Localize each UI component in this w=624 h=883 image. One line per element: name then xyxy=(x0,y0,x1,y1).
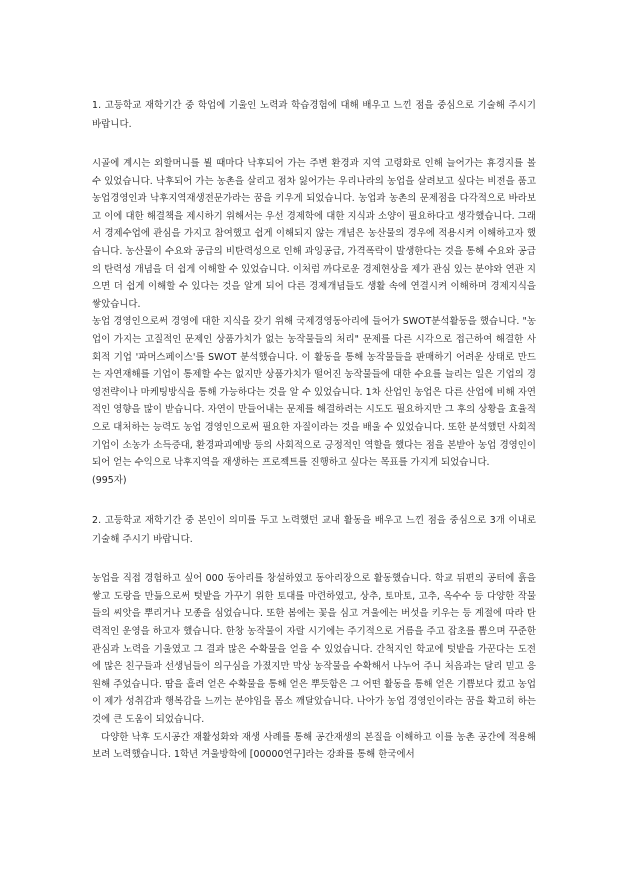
question-2-prompt: 2. 고등학교 재학기간 중 본인이 의미를 두고 노력했던 교내 활동을 배우고 느낀 점을 중심으로 3개 이내로 기술해 주시기 바랍니다. xyxy=(92,515,536,546)
question-1-prompt: 1. 고등학교 재학기간 중 학업에 기울인 노력과 학습경험에 대해 배우고 느낀 점을 중심으로 기술해 주시기 바랍니다. xyxy=(92,100,536,130)
answer-2 xyxy=(92,570,536,764)
answer-1-paragraph-1: 시골에 계시는 외할머니를 뵐 때마다 낙후되어 가는 주변 환경과 지역 고령화로 인해 늘어가는 휴경지를 볼 수 있었습니다. 낙후되어 가는 농촌을 살리고 점차 잃어가는 우리나라의 농업을 살려보고 싶다는 비전을 품고 농업경영인과 낙후지역재생전문가라는 꿈을 키우게 되었습니다. 농업과 농촌의 문제점을 다각적으로 바라보고 이에 대한 해결책을 제시하기 위해서는 우선 경제학에 대한 지식과 소양이 필요하다고 생각했습니다. 그래서 경제수업에 관심을 가지고 참여했고 쉽게 이해되지 않는 개념은 농산물의 경우에 적용시켜 이해하고자 했습니다. 농산물이 수요와 공급의 비탄력성으로 인해 과잉공급, 가격폭락이 발생한다는 것을 통해 수요와 공급의 탄력성 개념을 더 쉽게 이해할 수 있었습니다. 이처럼 까다로운 경제현상을 제가 관심 있는 분야와 연관 지으면 더 쉽게 이해할 수 있다는 것을 알게 되어 다른 경제개념들도 생활 속에 연결시켜 이해하며 경제지식을 쌓았습니다. xyxy=(92,158,536,310)
answer-1-char-count: (995자) xyxy=(92,474,127,486)
document-page xyxy=(92,96,536,764)
answer-1 xyxy=(92,155,536,489)
answer-2-paragraph-1: 농업을 직접 경험하고 싶어 000 동아리를 창설하였고 동아리장으로 활동했습니다. 학교 뒤편의 공터에 흙을 쌓고 도랑을 만듦으로써 텃밭을 가꾸기 위한 토대를 마련하였고, 상추, 토마토, 고추, 옥수수 등 다양한 작물들의 씨앗을 뿌리거나 모종을 심었습니다. 또한 봄에는 꽃을 심고 겨울에는 버섯을 키우는 등 계절에 따라 탄력적인 운영을 하고자 했습니다. 한창 농작물이 자랄 시기에는 주기적으로 거름을 주고 잡초를 뽑으며 꾸준한 관심과 노력을 기울였고 그 결과 많은 수확물을 얻을 수 있었습니다. 간척지인 학교에 텃밭을 가꾼다는 도전에 많은 친구들과 선생님들이 의구심을 가졌지만 막상 농작물을 수확해서 나누어 주니 처음과는 달리 믿고 응원해 주었습니다. 땀을 흘려 얻은 수확물을 통해 얻은 뿌듯함은 그 어떤 활동을 통해 얻은 기쁨보다 컸고 농업이 제가 성취감과 행복감을 느끼는 분야임을 몸소 깨달았습니다. 나아가 농업 경영인이라는 꿈을 확고히 하는 것에 큰 도움이 되었습니다. xyxy=(92,573,536,726)
answer-2-paragraph-2: 다양한 낙후 도시공간 재활성화와 재생 사례를 통해 공간재생의 본질을 이해하고 이를 농촌 공간에 적용해보려 노력했습니다. 1학년 겨울방학에 [00000연구]라는 강좌를 통해 한국에서 xyxy=(92,731,536,761)
answer-1-paragraph-2: 농업 경영인으로써 경영에 대한 지식을 갖기 위해 국제경영동아리에 들어가 SWOT분석활동을 했습니다. "농업이 가지는 고질적인 문제인 상품가치가 없는 농작물들의 처리" 문제를 다른 시각으로 접근하여 해결한 사회적 기업 '파머스페이스'를 SWOT 분석했습니다. 이 활동을 통해 농작물들을 판매하기 어려운 상태로 만드는 자연재해를 기업이 통제할 수는 없지만 상품가치가 떨어진 농작물들에 대한 수요를 늘리는 일은 기업의 경영전략이나 마케팅방식을 통해 가능하다는 것을 알 수 있었습니다. 1차 산업인 농업은 다른 산업에 비해 자연적인 영향을 많이 받습니다. 자연이 만들어내는 문제를 해결하려는 시도도 필요하지만 그 후의 상황을 효율적으로 대처하는 능력도 농업 경영인으로써 필요한 자질이라는 것을 배울 수 있었습니다. 또한 분석했던 사회적 기업이 소농가 소득증대, 환경파괴예방 등의 사회적으로 긍정적인 역할을 했다는 점을 본받아 농업 경영인이 되어 얻는 수익으로 낙후지역을 재생하는 프로젝트를 진행하고 싶다는 목표를 가지게 되었습니다. xyxy=(92,316,536,469)
